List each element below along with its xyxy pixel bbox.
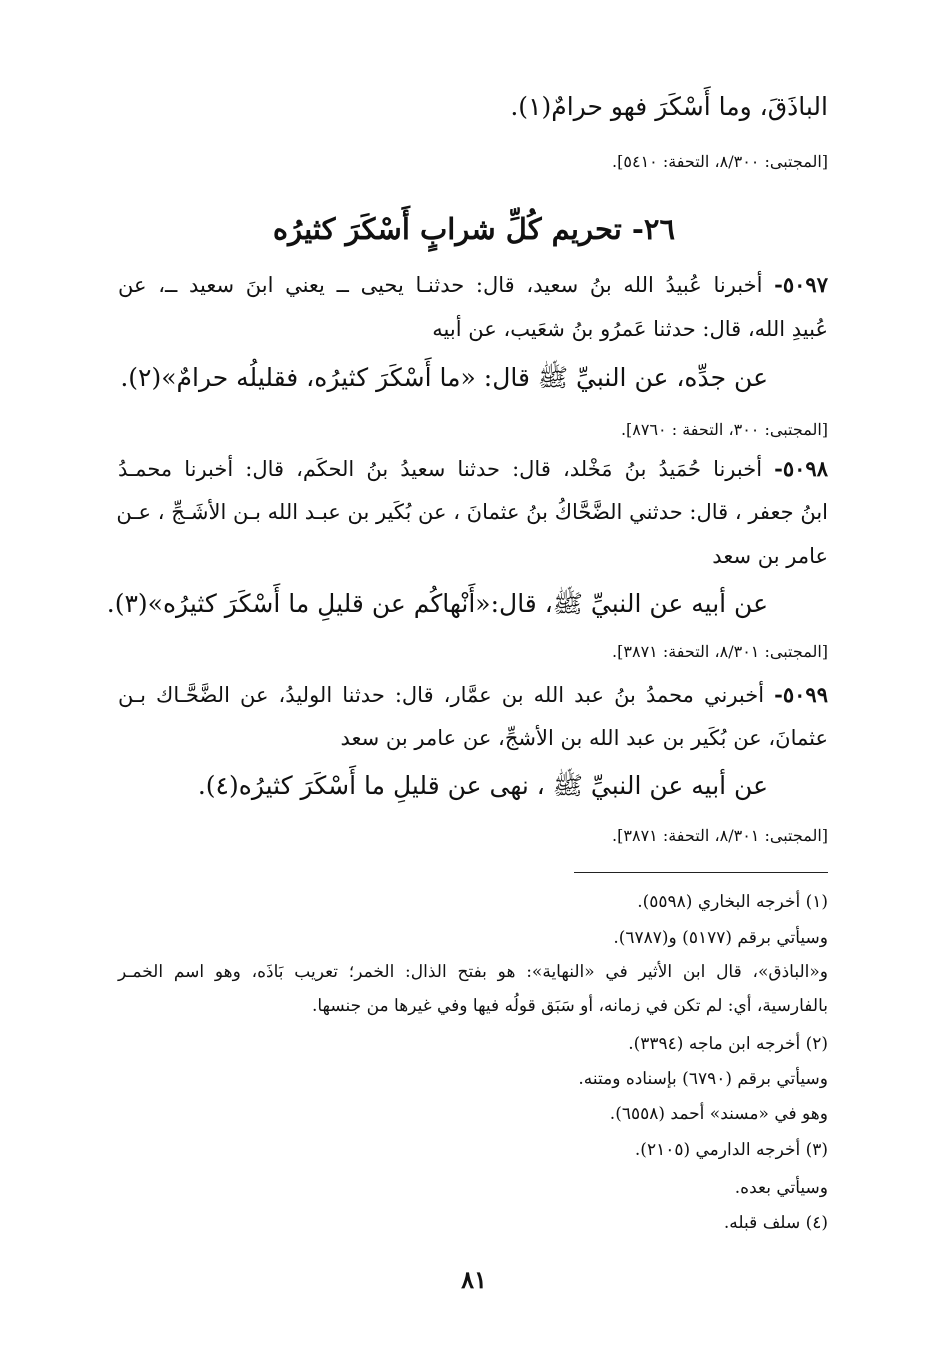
hadith-5099-matn: عن أبيه عن النبيِّ ﷺ ، نهى عن قليلِ ما أَسْكَرَ كثيرُه(٤). (197, 771, 768, 800)
hadith-number: ٥٠٩٩- (774, 682, 828, 707)
footnote-line: وسيأتي بعده. (734, 1178, 828, 1198)
reference-line: [المجتبى: ٨/٣٠٠، التحفة: ٥٤١٠]. (612, 152, 828, 171)
hadith-5098-reference: [المجتبى: ٨/٣٠١، التحفة: ٣٨٧١]. (612, 642, 828, 661)
section-title: ٢٦- تحريم كُلِّ شرابٍ أَسْكَرَ كثيرُه (272, 212, 676, 246)
continuation-line: الباذَقَ، وما أَسْكَرَ فهو حرامٌ(١). (510, 92, 828, 121)
hadith-5097-matn: عن جدِّه، عن النبيِّ ﷺ قال: «ما أَسْكَرَ كثيرُه، فقليلُه حرامٌ»(٢). (120, 363, 768, 392)
footnote-line: (٣) أخرجه الدارمي (٢١٠٥). (634, 1140, 828, 1160)
hadith-text: أخبرنا حُمَيدُ بنُ مَخْلد، قال: حدثنا سعيدُ بنُ الحكَم، قال: أخبرنا محمـدُ (118, 457, 763, 481)
footnote-line: (١) أخرجه البخاري (٥٥٩٨). (637, 892, 828, 912)
footnote-line: بالفارسية، أي: لم تكن في زمانه، أو سَبَق قولُه فيها وفي غيرها من جنسها. (311, 996, 828, 1016)
hadith-5097-line-2: عُبيدِ الله، قال: حدثنا عَمرُو بنُ شعَيب، عن أبيه (432, 317, 828, 341)
hadith-5099-reference: [المجتبى: ٨/٣٠١، التحفة: ٣٨٧١]. (612, 826, 828, 845)
hadith-5098-line-3: عامر بن سعد (712, 544, 828, 568)
footnote-line: وهو في «مسند» أحمد (٦٥٥٨). (609, 1104, 828, 1124)
hadith-text: أخبرني محمدُ بنُ عبد الله بن عمَّار، قال: حدثنا الوليدُ، عن الضَّحَّـاك بـن (118, 683, 765, 707)
hadith-number: ٥٠٩٨- (774, 456, 828, 481)
hadith-5098-line-1 (118, 456, 828, 481)
footnote-line: وسيأتي برقم (٥١٧٧) و(٦٧٨٧). (613, 928, 828, 948)
footnote-line: (٢) أخرجه ابن ماجه (٣٣٩٤). (628, 1034, 828, 1054)
hadith-5097-reference: [المجتبى: ٣٠٠، التحفة : ٨٧٦٠]. (620, 420, 828, 439)
hadith-5097-line-1 (118, 272, 828, 297)
footnote-line: (٤) سلف قبله. (723, 1213, 828, 1233)
footnote-line: وسيأتي برقم (٦٧٩٠) بإسناده ومتنه. (578, 1069, 828, 1089)
page-number: ٨١ (461, 1265, 487, 1294)
footnote-line: و«الباذق»، قال ابن الأثير في «النهاية»: هو بفتح الذال: الخمر؛ تعريب بَاذَه، وهو اسم الخمـر (118, 962, 828, 982)
hadith-5099-line-1 (118, 682, 828, 707)
footnote-divider (574, 872, 828, 873)
hadith-5098-matn: عن أبيه عن النبيِّ ﷺ، قال:«أَنْهاكُم عن قليلِ ما أَسْكَرَ كثيرُه»(٣). (106, 589, 768, 618)
hadith-5098-line-2: ابنُ جعفر ، قال: حدثني الضَّحَّاكُ بنُ عثمانَ ، عن بُكَير بن عبـد الله بـن الأشَـجِّ ، عـن (116, 500, 828, 524)
hadith-text: أخبرنا عُبيدُ الله بنُ سعيد، قال: حدثنـا يحيى ــ يعني ابنَ سعيد ــ، عن (118, 273, 763, 297)
hadith-5099-line-2: عثمانَ، عن بُكَير بن عبد الله بن الأشجِّ، عن عامر بن سعد (340, 726, 828, 750)
hadith-number: ٥٠٩٧- (774, 272, 828, 297)
